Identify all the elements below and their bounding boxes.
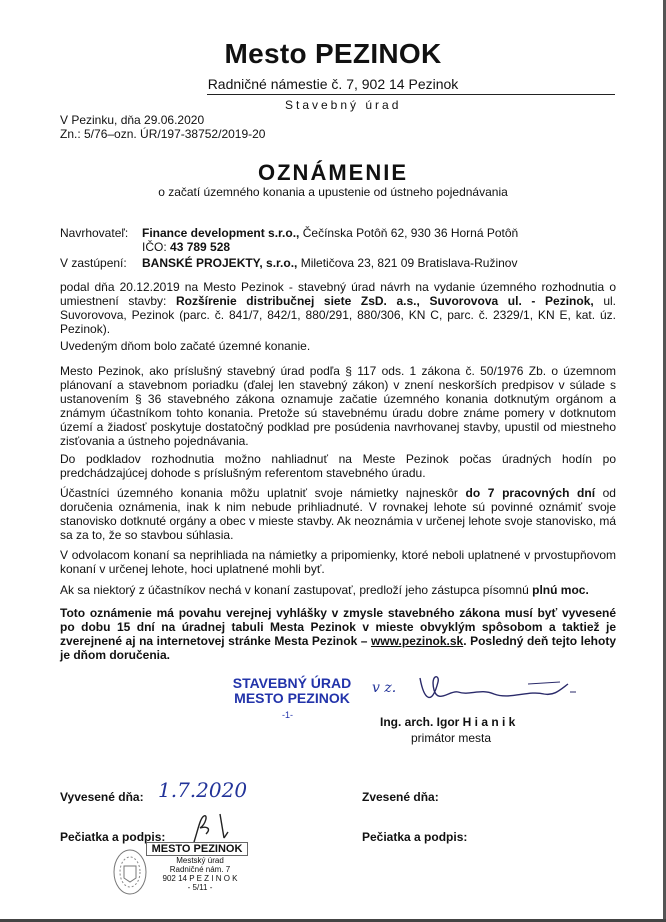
p5-text-c: od doručenia oznámenia, inak k nim nebude prihliadnuté. V rovnakej lehote sú povinné oznámiť svoje stanovisko dotknuté orgány a obec v mieste stavby. Ak neoznámia v určenej lehote svoje stanovisko, má sa za to, že so stavbou súhlasia. [60,486,616,542]
paragraph-authority: Mesto Pezinok, ako príslušný stavebný úrad podľa § 117 ods. 1 zákona č. 50/1976 Zb. o územnom plánovaní a stavebnom poriadku (ďalej len stavebný zákon) v znení neskorších predpisov v súlade s ustanovením § 36 stavebného zákona oznamuje začatie územného konania dotknutým orgánom a známym účastníkom tohto konania. Pretože sú stavebnému úradu dobre známe pomery v dotknutom území a žiadosť poskytuje dostatočný podklad pre posúdenia navrhovanej stavby, upustil od miestneho zisťovania a ústneho pojednávania. [60,364,616,448]
signature-icon [410,670,580,710]
coat-of-arms-icon [112,848,148,896]
document-subtitle: o začatí územného konania a upustenie od ústneho pojednávania [158,185,508,199]
representative-address: Miletičova 23, 821 09 Bratislava-Ružinov [297,256,518,270]
p7-text-a: Ak sa niektorý z účastníkov nechá v konaní zastupovať, predloží jeho zástupca písomnú [60,583,533,597]
paragraph-documents: Do podkladov rozhodnutia možno nahliadnuť na Meste Pezinok počas úradných hodín po predchádzajúcej dohode s príslušným referentom stavebného úradu. [60,452,616,480]
deadline: do 7 pracovných dní [465,486,596,500]
stamp-line-2: MESTO PEZINOK [234,690,350,706]
paragraph-public-notice [60,606,616,662]
stamp-line-1: STAVEBNÝ ÚRAD [232,675,352,691]
proposer-ico-line [142,240,230,254]
p1-text-a: podal dňa 20.12.2019 na Mesto Pezinok - stavebný úrad návrh na vydanie územného rozhodnutia o umiestnení stavby: [60,280,616,308]
city-address: Radničné námestie č. 7, 902 14 Pezinok [207,76,459,92]
paragraph-started: Uvedeným dňom bolo začaté územné konanie. [60,339,311,353]
received-stamp-line2: Radničné nám. 7 [169,865,231,874]
p5-text-a: Účastníci územného konania môžu uplatniť svoje námietky najneskôr [60,486,466,500]
paragraph-representation [60,583,616,597]
proposer-address: Čečínska Potôň 62, 930 36 Horná Potôň [299,226,519,240]
signer-role: primátor mesta [411,731,492,745]
p8-text-a: Toto oznámenie má povahu verejnej vyhlášky v zmysle stavebného zákona musí byť vyvesené po dobu 15 dní na úradnej tabuli Mesta Pezinok v mieste obvyklým spôsobom a taktiež je zverejnené aj na internetovej stránke Mesta Pezinok – [60,606,616,648]
place-date: V Pezinku, dňa 29.06.2020 [60,113,205,127]
received-stamp-line4: - 5/11 - [187,883,213,892]
removed-label: Zvesené dňa: [362,790,439,804]
proposer-name: Finance development s.r.o., [142,226,300,240]
city-heading: Mesto PEZINOK [224,38,442,69]
reference-number: Zn.: 5/76–ozn. ÚR/197-38752/2019-20 [60,127,266,141]
seal-label-left: Pečiatka a podpis: [60,830,166,844]
paragraph-appeal: V odvolacom konaní sa neprihliada na námietky a pripomienky, ktoré neboli uplatnené v prvostupňovom konaní v určenej lehote, hoci uplatnené mohli byť. [60,548,616,576]
website-link[interactable]: www.pezinok.sk [370,634,464,648]
p8-text-b: . Posledný deň tejto lehoty je dňom doručenia. [60,634,616,662]
office-name: Stavebný úrad [285,98,402,112]
received-stamp-line1: Mestský úrad [176,856,224,865]
received-stamp [112,842,248,896]
signer-name: Ing. arch. Igor H i a n i k [380,715,516,729]
representative-name: BANSKÉ PROJEKTY, s.r.o., [142,256,298,270]
representative-label: V zastúpení: [60,256,127,270]
received-stamp-line3: 902 14 P E Z I N O K [162,874,238,883]
representative-line [142,256,517,270]
initials-icon [188,812,238,844]
construction-name: Rozšírenie distribučnej siete ZsD. a.s., Suvorovova ul. - Pezinok, [175,294,594,308]
document-title: OZNÁMENIE [258,160,408,185]
header-divider [207,94,615,95]
handwritten-prefix: v z. [372,680,397,696]
power-of-attorney: plnú moc. [532,583,589,597]
proposer-line [142,226,518,240]
posted-date-handwritten: 1.7.2020 [158,778,248,802]
p1-text-c: ul. Suvorovova, Pezinok (parc. č. 841/7, 842/1, 880/291, 880/306, KN C, parc. č. 2329/1, KN E, kat. úz. Pezinok). [60,294,616,336]
office-stamp [224,676,360,706]
ico-value: 43 789 528 [170,240,231,254]
proposer-label: Navrhovateľ: [60,226,129,240]
paragraph-application [60,280,616,336]
seal-label-right: Pečiatka a podpis: [362,830,468,844]
ico-label: IČO: [142,240,171,254]
stamp-number: -1- [282,710,293,720]
received-stamp-head: MESTO PEZINOK [146,842,248,856]
posted-label: Vyvesené dňa: [60,790,144,804]
paragraph-objections [60,486,616,542]
